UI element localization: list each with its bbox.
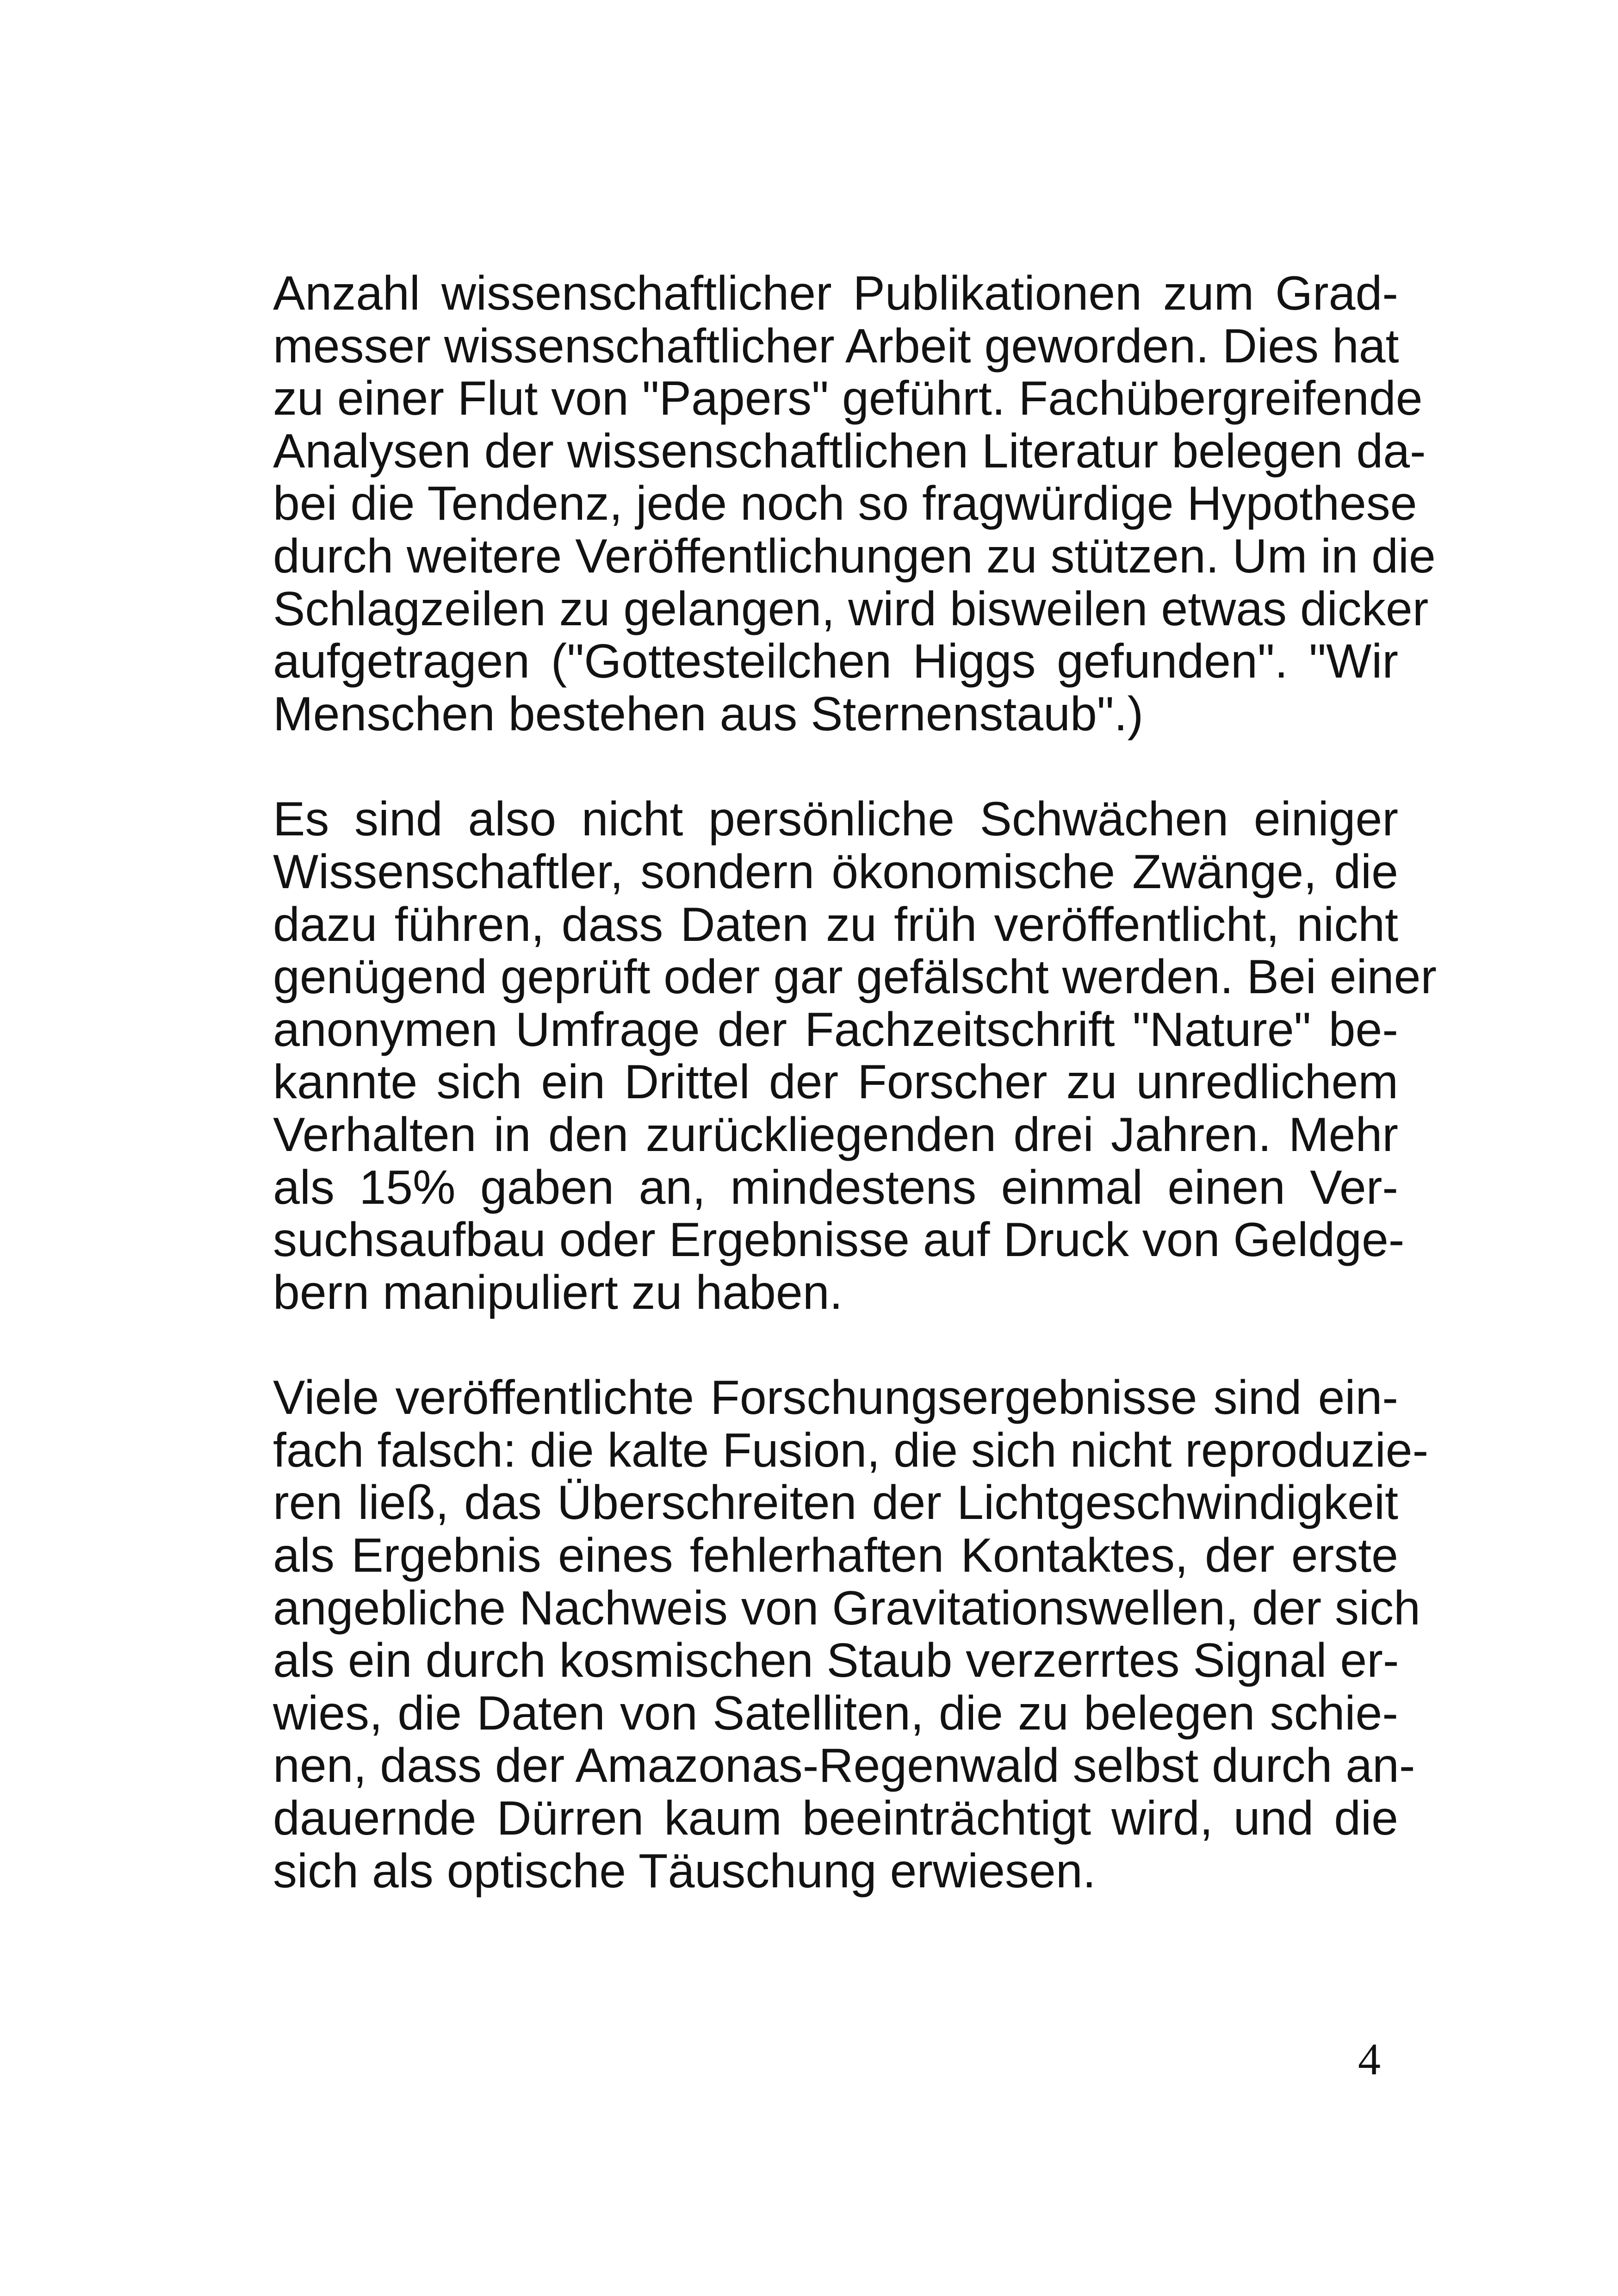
paragraph-3 [273, 1371, 1429, 1898]
text-line: als ein durch kosmischen Staub verzerrtes Signal er- [273, 1634, 1399, 1688]
text-line: als Ergebnis eines fehlerhaften Kontaktes, der erste [273, 1529, 1398, 1583]
text-line: Analysen der wissenschaftlichen Literatur belegen da- [273, 424, 1426, 478]
text-line: durch weitere Veröffentlichungen zu stützen. Um in die [273, 529, 1436, 583]
text-line: Viele veröffentlichte Forschungsergebnisse sind ein- [273, 1371, 1398, 1425]
text-line: dauernde Dürren kaum beeinträchtigt wird, und die [273, 1792, 1398, 1846]
text-line: Menschen bestehen aus Sternenstaub".) [273, 687, 1144, 741]
text-line: dazu führen, dass Daten zu früh veröffentlicht, nicht [273, 897, 1398, 952]
text-line: als 15% gaben an, mindestens einmal einen Ver- [273, 1160, 1398, 1214]
body-text [273, 267, 1437, 1950]
text-line: fach falsch: die kalte Fusion, die sich nicht reproduzie- [273, 1423, 1429, 1477]
text-line: wies, die Daten von Satelliten, die zu belegen schie- [273, 1686, 1398, 1740]
text-line: kannte sich ein Drittel der Forscher zu unredlichem [273, 1055, 1398, 1109]
text-line: genügend geprüft oder gar gefälscht werden. Bei einer [273, 950, 1437, 1004]
text-line: zu einer Flut von "Papers" geführt. Fachübergreifende [273, 372, 1423, 426]
text-line: aufgetragen ("Gottesteilchen Higgs gefunden". "Wir [273, 635, 1398, 689]
text-line: angebliche Nachweis von Gravitationswellen, der sich [273, 1581, 1420, 1635]
page-number: 4 [1358, 2035, 1381, 2084]
text-line: Anzahl wissenschaftlicher Publikationen zum Grad- [273, 267, 1398, 320]
text-line: anonymen Umfrage der Fachzeitschrift "Nature" be- [273, 1002, 1398, 1057]
text-line: messer wissenschaftlicher Arbeit geworden. Dies hat [273, 319, 1399, 373]
paragraph-1 [273, 267, 1436, 741]
text-line: bei die Tendenz, jede noch so fragwürdige Hypothese [273, 477, 1417, 531]
text-line: nen, dass der Amazonas-Regenwald selbst durch an- [273, 1739, 1415, 1793]
text-line: ren ließ, das Überschreiten der Lichtgeschwindigkeit [273, 1476, 1398, 1530]
paragraph-2 [273, 792, 1437, 1319]
text-line: Schlagzeilen zu gelangen, wird bisweilen etwas dicker [273, 582, 1429, 636]
text-line: Wissenschaftler, sondern ökonomische Zwänge, die [273, 845, 1398, 899]
text-line: bern manipuliert zu haben. [273, 1265, 843, 1319]
text-line: sich als optische Täuschung erwiesen. [273, 1844, 1096, 1898]
text-line: Verhalten in den zurückliegenden drei Jahren. Mehr [273, 1108, 1398, 1162]
text-line: suchsaufbau oder Ergebnisse auf Druck von Geldge- [273, 1213, 1405, 1267]
text-line: Es sind also nicht persönliche Schwächen einiger [273, 792, 1398, 846]
